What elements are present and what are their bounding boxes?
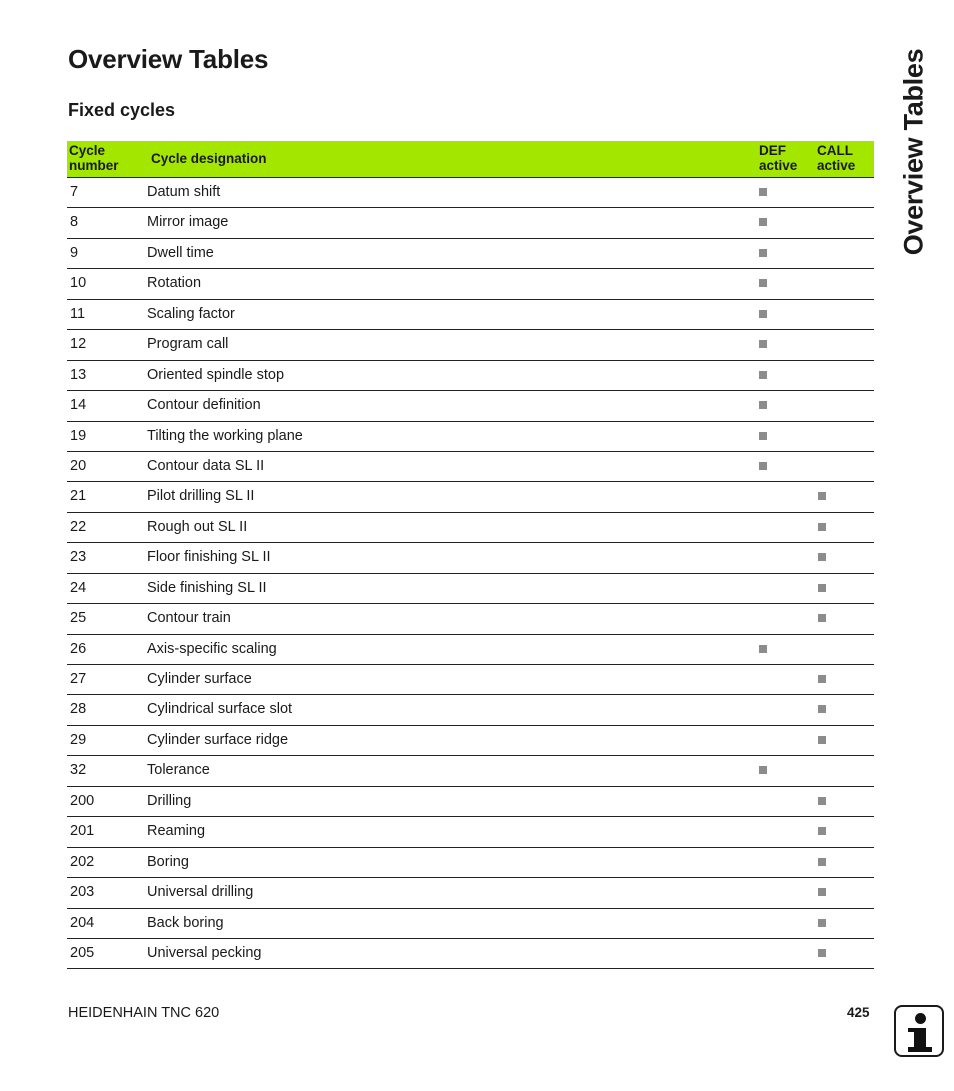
call-active-marker: [818, 736, 826, 744]
call-active-marker: [818, 919, 826, 927]
side-tab: [894, 48, 934, 256]
table-row: [67, 695, 874, 725]
table-row: [67, 574, 874, 604]
def-active-marker: [759, 766, 767, 774]
table-row: [67, 178, 874, 208]
cycle-designation: Rough out SL II: [147, 518, 248, 535]
cycle-number: 22: [70, 518, 87, 535]
cycle-designation: Cylinder surface: [147, 671, 252, 687]
def-active-marker: [759, 462, 767, 470]
def-active-marker: [759, 279, 767, 287]
cycle-number: 204: [70, 914, 95, 931]
side-tab-label: Overview Tables: [898, 48, 929, 256]
header-cycle-designation: Cycle designation: [151, 151, 267, 166]
table-row: [67, 665, 874, 695]
page-title: Overview Tables: [68, 44, 269, 74]
cycle-designation: Boring: [147, 853, 189, 870]
call-active-marker: [818, 949, 826, 957]
table-row: [67, 939, 874, 969]
page-number: 425: [847, 1005, 870, 1020]
cycle-number: 19: [70, 427, 87, 444]
cycle-designation: Mirror image: [147, 214, 229, 231]
call-active-marker: [818, 614, 826, 622]
call-active-marker: [818, 827, 826, 835]
call-active-marker: [818, 584, 826, 592]
cycle-designation: Scaling factor: [147, 305, 235, 322]
cycle-number: 200: [70, 792, 95, 809]
cycle-number: 202: [70, 853, 95, 870]
call-active-marker: [818, 888, 826, 896]
table-row: [67, 726, 874, 756]
table-row: [67, 239, 874, 269]
table-row: [67, 361, 874, 391]
cycle-designation: Reaming: [147, 823, 206, 840]
section-title: Fixed cycles: [68, 100, 176, 120]
cycle-designation: Rotation: [147, 275, 202, 292]
cycle-designation: Datum shift: [147, 184, 221, 200]
table-row: [67, 208, 874, 238]
cycle-number: 14: [70, 397, 87, 414]
call-active-marker: [818, 675, 826, 683]
table-row: [67, 330, 874, 360]
table-row: [67, 482, 874, 512]
cycle-designation: Drilling: [147, 792, 192, 809]
cycle-number: 27: [70, 671, 87, 687]
def-active-marker: [759, 645, 767, 653]
cycle-number: 28: [70, 701, 87, 718]
def-active-marker: [759, 371, 767, 379]
table-row: [67, 848, 874, 878]
cycle-designation: Oriented spindle stop: [147, 366, 285, 383]
cycle-designation: Axis-specific scaling: [147, 640, 277, 657]
cycle-number: 203: [70, 884, 95, 901]
def-active-marker: [759, 188, 767, 196]
cycle-designation: Contour train: [147, 610, 231, 627]
table-row: [67, 300, 874, 330]
cycle-number: 11: [70, 305, 86, 322]
call-active-marker: [818, 858, 826, 866]
cycle-designation: Pilot drilling SL II: [147, 488, 255, 505]
def-active-marker: [759, 218, 767, 226]
table-body: [67, 178, 874, 969]
table-row: [67, 391, 874, 421]
header-call-active: CALL active: [817, 143, 856, 173]
table-row: [67, 787, 874, 817]
table-row: [67, 452, 874, 482]
cycle-number: 205: [70, 944, 95, 961]
def-active-marker: [759, 340, 767, 348]
cycle-number: 32: [70, 762, 87, 779]
cycle-designation: Dwell time: [147, 244, 214, 261]
table-row: [67, 543, 874, 573]
cycle-number: 23: [70, 549, 87, 566]
fixed-cycles-table: [67, 141, 874, 969]
table-row: [67, 909, 874, 939]
cycle-number: 7: [70, 184, 79, 200]
table-row: [67, 756, 874, 786]
cycle-number: 8: [70, 214, 79, 231]
cycle-designation: Program call: [147, 336, 229, 353]
table-row: [67, 269, 874, 299]
table-row: [67, 635, 874, 665]
cycle-number: 24: [70, 579, 87, 596]
cycle-designation: Tolerance: [147, 762, 210, 779]
cycle-designation: Universal pecking: [147, 944, 262, 961]
cycle-designation: Tilting the working plane: [147, 427, 303, 444]
cycle-designation: Cylindrical surface slot: [147, 701, 293, 718]
cycle-designation: Floor finishing SL II: [147, 549, 271, 566]
header-def-active: DEF active: [759, 143, 798, 173]
table-row: [67, 878, 874, 908]
table-header: [67, 141, 874, 178]
header-cycle-number: Cycle number: [69, 143, 119, 173]
cycle-number: 201: [70, 823, 95, 840]
table-row: [67, 513, 874, 543]
cycle-number: 10: [70, 275, 87, 292]
table-row: [67, 422, 874, 452]
cycle-number: 20: [70, 457, 87, 474]
cycle-number: 21: [70, 488, 87, 505]
def-active-marker: [759, 401, 767, 409]
cycle-number: 9: [70, 244, 79, 261]
cycle-number: 12: [70, 336, 87, 353]
def-active-marker: [759, 310, 767, 318]
cycle-number: 26: [70, 640, 87, 657]
call-active-marker: [818, 523, 826, 531]
cycle-designation: Contour definition: [147, 397, 261, 414]
cycle-designation: Side finishing SL II: [147, 579, 267, 596]
cycle-designation: Back boring: [147, 914, 224, 931]
call-active-marker: [818, 797, 826, 805]
call-active-marker: [818, 492, 826, 500]
cycle-number: 29: [70, 731, 87, 748]
table-row: [67, 604, 874, 634]
footer-product: HEIDENHAIN TNC 620: [68, 1005, 220, 1021]
info-icon: [894, 1005, 944, 1057]
cycle-number: 25: [70, 610, 87, 627]
call-active-marker: [818, 553, 826, 561]
cycle-designation: Contour data SL II: [147, 457, 265, 474]
cycle-designation: Cylinder surface ridge: [147, 731, 289, 748]
def-active-marker: [759, 249, 767, 257]
def-active-marker: [759, 432, 767, 440]
cycle-number: 13: [70, 366, 87, 383]
cycle-designation: Universal drilling: [147, 884, 254, 901]
call-active-marker: [818, 705, 826, 713]
table-row: [67, 817, 874, 847]
